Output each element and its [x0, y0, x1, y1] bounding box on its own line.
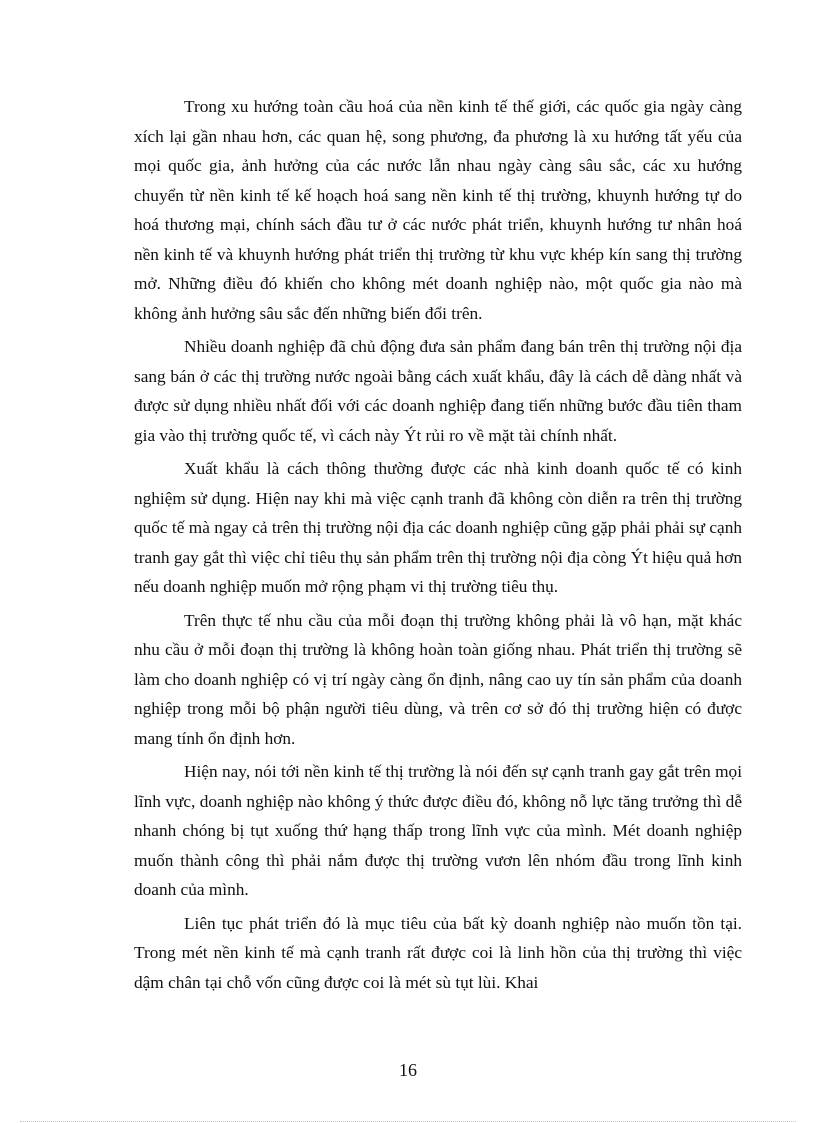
paragraph-globalization: Trong xu hướng toàn cầu hoá của nền kinh tế thế giới, các quốc gia ngày càng xích lại gần nhau hơn, các quan hệ, song phương, đa phương là xu hướng tất yếu của mọi quốc gia, ảnh hưởng của các nước lẫn nhau ngày càng sâu sắc, các xu hướng chuyển từ nền kinh tế kế hoạch hoá sang nền kinh tế thị trường, khuynh hướng tự do hoá thương mại, chính sách đầu tư ở các nước phát triển, khuynh hướng tư nhân hoá nền kinh tế và khuynh hướng phát triển thị trường từ khu vực khép kín sang thị trường mở. Những điều đó khiến cho không mét doanh nghiệp nào, một quốc gia nào mà không ảnh hưởng sâu sắc đến những biến đổi trên. [134, 97, 742, 323]
page-body [134, 92, 742, 1001]
paragraph-competition: Hiện nay, nói tới nền kinh tế thị trường là nói đến sự cạnh tranh gay gắt trên mọi lĩnh vực, doanh nghiệp nào không ý thức được điều đó, không nỗ lực tăng trưởng thì dễ nhanh chóng bị tụt xuống thứ hạng thấp trong lĩnh vực của mình. Mét doanh nghiệp muốn thành công thì phải nắm được thị trường vươn lên nhóm đầu trong lĩnh kinh doanh của mình. [134, 762, 742, 899]
paragraph-continuous-growth: Liên tục phát triển đó là mục tiêu của bất kỳ doanh nghiệp nào muốn tồn tại. Trong mét nền kinh tế mà cạnh tranh rất được coi là linh hồn của thị trường thì việc dậm chân tại chỗ vốn cũng được coi là mét sù tụt lùi. Khai [134, 913, 742, 992]
page-number: 16 [399, 1060, 417, 1080]
paragraph-export-entry: Nhiều doanh nghiệp đã chủ động đưa sản phẩm đang bán trên thị trường nội địa sang bán ở các thị trường nước ngoài bằng cách xuất khẩu, đây là cách dễ dàng nhất và được sử dụng nhiều nhất đối với các doanh nghiệp đang tiến những bước đầu tiên tham gia vào thị trường quốc tế, vì cách này Ýt rủi ro về mặt tài chính nhất. [134, 337, 742, 445]
page-bottom-divider [20, 1121, 796, 1122]
paragraph-market-demand: Trên thực tế nhu cầu của mỗi đoạn thị trường không phải là vô hạn, mặt khác nhu cầu ở mỗi đoạn thị trường là không hoàn toàn giống nhau. Phát triển thị trường sẽ làm cho doanh nghiệp có vị trí ngày càng ổn định, nâng cao uy tín sản phẩm của doanh nghiệp trong mỗi bộ phận người tiêu dùng, và trên cơ sở đó thị trường hiện có được mang tính ổn định hơn. [134, 610, 742, 748]
paragraph-export-experience: Xuất khẩu là cách thông thường được các nhà kinh doanh quốc tế có kinh nghiệm sử dụng. Hiện nay khi mà việc cạnh tranh đã không còn diễn ra trên thị trường quốc tế mà ngay cả trên thị trường nội địa các doanh nghiệp cũng gặp phải phải sự cạnh tranh gay gắt thì việc chỉ tiêu thụ sản phẩm trên thị trường nội địa còng Ýt hiệu quả hơn nếu doanh nghiệp muốn mở rộng phạm vi thị trường tiêu thụ. [134, 459, 742, 596]
